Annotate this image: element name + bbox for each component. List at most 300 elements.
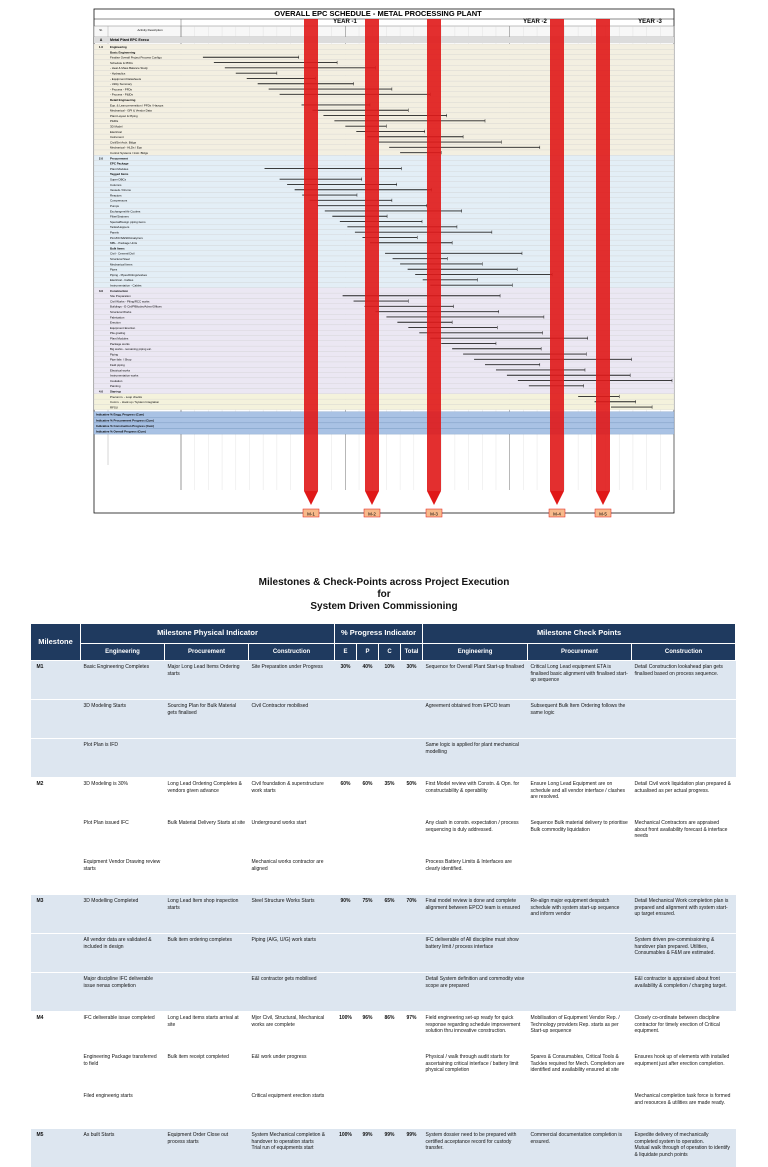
procurement-indicator: [165, 1090, 249, 1129]
activity-label: Schedule & PFDs: [110, 61, 133, 65]
activity-label: Eqs. & Lean perversition / PFDs / Hazops: [110, 103, 164, 107]
pct-procurement: [357, 1051, 379, 1090]
pct-construction: 99%: [379, 1129, 401, 1167]
activity-label: Field piping: [110, 363, 125, 367]
checkpoint-engineering: Agreement obtained from EPCO team: [423, 700, 528, 739]
activity-label: Filter/Strainers: [110, 215, 129, 219]
activity-label: Pipes: [110, 268, 118, 272]
construction-indicator: Civil Contractor mobilised: [249, 700, 335, 739]
activity-label: - Utility Summary: [110, 82, 133, 86]
milestone-id: M4: [31, 1012, 81, 1051]
section-a-code: A: [100, 38, 103, 42]
procurement-indicator: Major Long Lead Items Ordering starts: [165, 661, 249, 700]
activity-row: [94, 330, 674, 335]
activity-label: RFSU: [110, 405, 118, 409]
activity-row: [94, 314, 674, 319]
milestone-tag: M-1: [307, 512, 315, 517]
pct-engineering: [335, 973, 357, 1012]
epc-gantt-chart: [0, 0, 768, 530]
milestone-id: M1: [31, 661, 81, 700]
milestone-id: [31, 973, 81, 1012]
activity-label: Civil - Cement/Civil: [110, 252, 135, 256]
year-label-1: YEAR -1: [333, 19, 357, 25]
activity-label: - Process - P&IDs: [110, 93, 134, 97]
pct-total: [401, 934, 423, 973]
engineering-indicator: As built Starts: [81, 1129, 165, 1167]
activity-row: [94, 44, 674, 49]
activity-row: [94, 267, 674, 272]
checkpoint-construction: Mechanical Contractors are appraised about front availability forecast & interface needs: [632, 817, 736, 856]
activity-label: Equipment Erection: [110, 326, 136, 330]
construction-indicator: E&I work under progress: [249, 1051, 335, 1090]
activity-label: Reactors: [110, 193, 122, 197]
milestone-row: [31, 1012, 736, 1051]
activity-label: Bulk Items: [110, 246, 125, 250]
activity-row: [94, 404, 674, 409]
pct-total: [401, 700, 423, 739]
activity-row: [94, 71, 674, 76]
milestone-row: [31, 739, 736, 778]
activity-label: Package works: [110, 342, 130, 346]
activity-row: [94, 362, 674, 367]
activity-row: [94, 325, 674, 330]
pct-construction: [379, 817, 401, 856]
activity-label: Buildings - E-Ctrl/PlBlocks/Admn/Offices: [110, 305, 162, 309]
activity-row: [94, 367, 674, 372]
activity-row: [94, 76, 674, 81]
engineering-indicator: IFC deliverable issue completed: [81, 1012, 165, 1051]
pct-construction: [379, 856, 401, 895]
milestone-row: [31, 973, 736, 1012]
th-physical-indicator: Milestone Physical Indicator: [81, 624, 335, 644]
pct-construction: [379, 973, 401, 1012]
th-engineering: Engineering: [81, 644, 165, 661]
activity-row: [94, 171, 674, 176]
th-e: E: [335, 644, 357, 661]
checkpoint-procurement: Ensure Long Lead Equipment are on schedule and all vendor interface / clashes are resolved.: [528, 778, 632, 817]
checkpoint-construction: [632, 856, 736, 895]
activity-label: Structural Works: [110, 310, 132, 314]
pct-total: 30%: [401, 661, 423, 700]
activity-label: Vessels / Drums: [110, 188, 131, 192]
th-cp-procurement: Procurement: [528, 644, 632, 661]
construction-indicator: Piping (A/G, U/G) work starts: [249, 934, 335, 973]
checkpoint-engineering: Process Battery Limits & Interfaces are clearly identified.: [423, 856, 528, 895]
pct-engineering: 90%: [335, 895, 357, 934]
activity-label: Super DBCs: [110, 178, 127, 182]
construction-indicator: System Mechanical completion & handover to operation starts Trial run of equipments start: [249, 1129, 335, 1167]
engineering-indicator: Engineering Package transferred to field: [81, 1051, 165, 1090]
progress-summary-row: [94, 412, 674, 418]
milestone-row: [31, 778, 736, 817]
pct-procurement: 40%: [357, 661, 379, 700]
milestones-heading-line2: for: [0, 589, 768, 600]
checkpoint-engineering: Final model review is done and complete alignment between EPCO team is ensured: [423, 895, 528, 934]
milestone-row: [31, 1090, 736, 1129]
activity-label: Procurement: [110, 156, 128, 160]
milestone-id: [31, 934, 81, 973]
milestone-id: [31, 1051, 81, 1090]
checkpoint-procurement: Critical Long Lead equipment ETA is finalised basic alignment with finalised start-up sequence: [528, 661, 632, 700]
checkpoint-construction: Expedite delivery of mechanically completed system to operation. Mutual walk through of operation to identify & liquidate punch points: [632, 1129, 736, 1167]
milestone-tag: M-5: [599, 512, 607, 517]
milestone-id: [31, 856, 81, 895]
activity-row: [94, 272, 674, 277]
checkpoint-procurement: [528, 934, 632, 973]
activity-row: [94, 97, 674, 102]
activity-row: [94, 320, 674, 325]
activity-label: 3D Model: [110, 125, 123, 129]
pct-engineering: [335, 856, 357, 895]
activity-label: Plant Modules: [110, 337, 129, 341]
milestones-table: [30, 623, 736, 1167]
engineering-indicator: Basic Engineering Completes: [81, 661, 165, 700]
pct-total: 70%: [401, 895, 423, 934]
checkpoint-construction: [632, 700, 736, 739]
pct-construction: 86%: [379, 1012, 401, 1051]
activity-label: Tagged Items: [110, 172, 129, 176]
activity-label: Insulation: [110, 379, 123, 383]
pct-procurement: [357, 700, 379, 739]
th-cp-engineering: Engineering: [423, 644, 528, 661]
pct-procurement: [357, 856, 379, 895]
pct-construction: 35%: [379, 778, 401, 817]
procurement-indicator: Bulk item ordering completes: [165, 934, 249, 973]
pct-total: 99%: [401, 1129, 423, 1167]
checkpoint-procurement: [528, 973, 632, 1012]
activity-label: Big works - remaining piping etc.: [110, 347, 152, 351]
activity-label: Exchangers/Air Coolers: [110, 209, 141, 213]
activity-row: [94, 49, 674, 54]
pct-total: [401, 1090, 423, 1129]
activity-label: P&IDs: [110, 119, 119, 123]
pct-engineering: 60%: [335, 778, 357, 817]
activity-number: 4.0: [99, 390, 104, 394]
procurement-indicator: Bulk Material Delivery Starts at site: [165, 817, 249, 856]
milestone-id: [31, 1090, 81, 1129]
activity-row: [94, 60, 674, 65]
activity-row: [94, 351, 674, 356]
procurement-indicator: [165, 973, 249, 1012]
pct-construction: 65%: [379, 895, 401, 934]
pct-engineering: 30%: [335, 661, 357, 700]
milestone-id: M5: [31, 1129, 81, 1167]
pct-procurement: 99%: [357, 1129, 379, 1167]
milestone-row: [31, 895, 736, 934]
construction-indicator: Mechanical works contractor are aligned: [249, 856, 335, 895]
milestone-column: [550, 19, 564, 491]
activity-row: [94, 261, 674, 266]
section-a-band: [94, 37, 674, 43]
milestone-column: [427, 19, 441, 491]
year-label-3: YEAR -3: [638, 19, 662, 25]
milestone-row: [31, 1051, 736, 1090]
pct-total: [401, 817, 423, 856]
procurement-indicator: [165, 739, 249, 778]
checkpoint-procurement: Spares & Consumables, Critical Tools & Tackles required for Mech. Completion are identified and availability ensured at site: [528, 1051, 632, 1090]
activity-label: MBL - Package Units: [110, 241, 138, 245]
milestones-heading-line1: Milestones & Check-Points across Project Execution: [0, 577, 768, 588]
milestone-row: [31, 856, 736, 895]
milestone-row: [31, 817, 736, 856]
activity-label: Instrumentation works: [110, 374, 139, 378]
activity-label: Plant Layout & Piping: [110, 114, 138, 118]
checkpoint-construction: Detail Construction lookahead plan gets finalised based on process sequence.: [632, 661, 736, 700]
checkpoint-construction: E&I contractor is appraised about front availability & completion / charging target.: [632, 973, 736, 1012]
activity-label: Painting: [110, 384, 121, 388]
construction-indicator: Mjor Civil, Structural, Mechanical works are complete: [249, 1012, 335, 1051]
checkpoint-procurement: Subsequent Bulk Item Ordering follows the same logic: [528, 700, 632, 739]
pct-procurement: [357, 739, 379, 778]
activity-row: [94, 55, 674, 60]
milestone-id: M2: [31, 778, 81, 817]
checkpoint-construction: [632, 739, 736, 778]
procurement-indicator: Bulk item receipt completed: [165, 1051, 249, 1090]
pct-construction: 10%: [379, 661, 401, 700]
activity-label: Piping: [110, 352, 118, 356]
activity-row: [94, 81, 674, 86]
activity-label: Basic Engineering: [110, 50, 135, 54]
procurement-indicator: [165, 856, 249, 895]
activity-row: [94, 346, 674, 351]
construction-indicator: Site Preparation under Progress: [249, 661, 335, 700]
milestone-id: [31, 817, 81, 856]
engineering-indicator: All vendor data are validated & included in design: [81, 934, 165, 973]
activity-row: [94, 383, 674, 388]
milestone-row: [31, 661, 736, 700]
activity-label: - Process - PFDs: [110, 87, 133, 91]
pct-procurement: [357, 817, 379, 856]
procurement-indicator: Long Lead items starts arrival at site: [165, 1012, 249, 1051]
th-construction: Construction: [249, 644, 335, 661]
progress-summary-label: Indicative % Construction Progress (Cum): [96, 424, 154, 428]
engineering-indicator: 3D Modeling Starts: [81, 700, 165, 739]
pct-procurement: [357, 973, 379, 1012]
procurement-indicator: Long Lead Ordering Completes & vendors given advance: [165, 778, 249, 817]
milestone-column: [365, 19, 379, 491]
pct-total: [401, 856, 423, 895]
activity-label: Special/Design piping items: [110, 220, 146, 224]
activity-row: [94, 277, 674, 282]
pct-procurement: [357, 934, 379, 973]
activity-row: [94, 150, 674, 155]
pct-total: 50%: [401, 778, 423, 817]
activity-row: [94, 192, 674, 197]
activity-label: Instrumentation - Cables: [110, 284, 142, 288]
checkpoint-procurement: Re-align major equipment despatch schedule with system start-up sequence and inform vendor: [528, 895, 632, 934]
section-a-label: Metal Plant EPC Execu: [110, 38, 149, 42]
col-header-activity: Activity Description: [137, 28, 163, 32]
activity-row: [94, 288, 674, 293]
milestone-id: [31, 700, 81, 739]
checkpoint-procurement: [528, 739, 632, 778]
activity-number: 1.0: [99, 45, 104, 49]
milestone-id: [31, 739, 81, 778]
activity-label: - Heat & Mass Balance Study: [110, 66, 148, 70]
activity-label: Pumps: [110, 204, 120, 208]
activity-label: Civil/Stri Arch. Bldgs: [110, 140, 137, 144]
pct-engineering: 100%: [335, 1129, 357, 1167]
engineering-indicator: Equipment Vendor Drawing review starts: [81, 856, 165, 895]
checkpoint-construction: Detail Civil work liquidation plan prepared & actualised as per actual progress.: [632, 778, 736, 817]
activity-label: Pipe fabr. / Shop: [110, 358, 132, 362]
th-p: P: [357, 644, 379, 661]
engineering-indicator: Filed engineerig starts: [81, 1090, 165, 1129]
engineering-indicator: Plot Plan is IFD: [81, 739, 165, 778]
activity-label: Control Systems / Instr. Bldgs: [110, 151, 148, 155]
pct-procurement: [357, 1090, 379, 1129]
activity-row: [94, 245, 674, 250]
construction-indicator: Steel Structure Works Starts: [249, 895, 335, 934]
progress-summary-row: [94, 429, 674, 435]
activity-label: Finalise Overall Project Process Configu: [110, 56, 162, 60]
activity-row: [94, 65, 674, 70]
pct-procurement: 60%: [357, 778, 379, 817]
milestone-tag: M-3: [430, 512, 438, 517]
milestone-row: [31, 1129, 736, 1167]
gantt-title: OVERALL EPC SCHEDULE - METAL PROCESSING PLANT: [274, 9, 482, 18]
activity-row: [94, 256, 674, 261]
activity-label: Precomm. - Loop checks: [110, 395, 143, 399]
pct-construction: [379, 1090, 401, 1129]
activity-label: Electrical - Cables: [110, 278, 134, 282]
activity-row: [94, 251, 674, 256]
pct-construction: [379, 739, 401, 778]
activity-row: [94, 102, 674, 107]
progress-summary-row: [94, 423, 674, 429]
checkpoint-engineering: Sequence for Overall Plant Start-up finalised: [423, 661, 528, 700]
activity-label: Civil Works - Piling/RCC works: [110, 299, 150, 303]
construction-indicator: Underground works start: [249, 817, 335, 856]
activity-label: Piping - Pipes/Fittings/valves: [110, 273, 148, 277]
activity-label: Mechanical - HLDs / Eqs: [110, 146, 142, 150]
activity-label: Comm. - Hook up / System Integration: [110, 400, 160, 404]
milestone-id: M3: [31, 895, 81, 934]
engineering-indicator: 3D Modelling Completed: [81, 895, 165, 934]
checkpoint-engineering: First Model review with Constn. & Opn. for constructability & operability: [423, 778, 528, 817]
checkpoint-construction: Ensures hook up of elements with installed equipment just after erection completion.: [632, 1051, 736, 1090]
pct-engineering: [335, 934, 357, 973]
construction-indicator: Civil foundation & superstructure work starts: [249, 778, 335, 817]
checkpoint-engineering: [423, 1090, 528, 1129]
activity-label: Panels: [110, 231, 119, 235]
pct-engineering: [335, 1051, 357, 1090]
activity-row: [94, 161, 674, 166]
procurement-indicator: Sourcing Plan for Bulk Material gets finalised: [165, 700, 249, 739]
milestone-tag: M-2: [368, 512, 376, 517]
milestone-row: [31, 934, 736, 973]
pct-procurement: 96%: [357, 1012, 379, 1051]
activity-label: Engineering: [110, 45, 127, 49]
checkpoint-construction: Closely co-ordinate between discipline contractor for timely erection of Critical equipment.: [632, 1012, 736, 1051]
checkpoint-engineering: Detail System definition and commodity wise scope are prepared: [423, 973, 528, 1012]
activity-label: Pile grading: [110, 331, 126, 335]
activity-label: PLC/DCS/ESD/Analyzers: [110, 236, 143, 240]
milestone-column: [596, 19, 610, 491]
progress-summary-label: Indicative % Engg. Progress (Cum): [96, 413, 144, 417]
checkpoint-procurement: Commercial documentation completion is ensured.: [528, 1129, 632, 1167]
pct-total: 97%: [401, 1012, 423, 1051]
checkpoint-procurement: Sequence Bulk material delivery to prioritise Bulk commodity liquidation: [528, 817, 632, 856]
activity-label: Electrical works: [110, 368, 131, 372]
checkpoint-procurement: [528, 1090, 632, 1129]
checkpoint-procurement: [528, 856, 632, 895]
checkpoint-engineering: Any clash in constn. expectation / process sequencing is duly addressed.: [423, 817, 528, 856]
pct-procurement: 75%: [357, 895, 379, 934]
milestone-row: [31, 700, 736, 739]
pct-total: [401, 1051, 423, 1090]
activity-label: Detail Engineering: [110, 98, 136, 102]
pct-construction: [379, 1051, 401, 1090]
th-cp-construction: Construction: [632, 644, 736, 661]
milestone-column: [304, 19, 318, 491]
activity-label: Site Preparation: [110, 294, 131, 298]
pct-total: [401, 973, 423, 1012]
checkpoint-engineering: IFC deliverable of All discipline must show battery limit / process interface: [423, 934, 528, 973]
activity-label: Compressors: [110, 199, 128, 203]
progress-summary-row: [94, 417, 674, 423]
pct-total: [401, 739, 423, 778]
activity-row: [94, 145, 674, 150]
checkpoint-construction: Mechanical completion task force is formed and resources & utilities are made ready.: [632, 1090, 736, 1129]
activity-label: Mechanical Items: [110, 262, 133, 266]
pct-engineering: 100%: [335, 1012, 357, 1051]
col-header-sl: Sl.: [99, 28, 103, 32]
procurement-indicator: Equipment Order Close out process starts: [165, 1129, 249, 1167]
engineering-indicator: Major discipline IFC deliverable issue nenas completion: [81, 973, 165, 1012]
construction-indicator: [249, 739, 335, 778]
activity-row: [94, 177, 674, 182]
activity-label: Structural Steel: [110, 257, 130, 261]
pct-construction: [379, 700, 401, 739]
checkpoint-procurement: Mobilisation of Equipment Vendor Rep. / Technology providers Rep. starts as per Start-up sequence: [528, 1012, 632, 1051]
procurement-indicator: Long Lead Item shop inspection starts: [165, 895, 249, 934]
pct-construction: [379, 934, 401, 973]
activity-row: [94, 399, 674, 404]
activity-label: Fabrication: [110, 315, 125, 319]
th-procurement: Procurement: [165, 644, 249, 661]
th-check-points: Milestone Check Points: [423, 624, 736, 644]
activity-row: [94, 155, 674, 160]
activity-number: 2.0: [99, 156, 104, 160]
checkpoint-engineering: Field engineering set-up ready for quick response regarding schedule improvement solution thru innovative construction.: [423, 1012, 528, 1051]
activity-label: Start-up: [110, 390, 121, 394]
activity-label: Electrical: [110, 130, 122, 134]
pct-engineering: [335, 700, 357, 739]
engineering-indicator: Plot Plan issued IFC: [81, 817, 165, 856]
milestone-tag: M-4: [553, 512, 561, 517]
activity-row: [94, 389, 674, 394]
progress-summary-label: Indicative % Procurement Progress (Cum): [96, 418, 154, 422]
th-total: Total: [401, 644, 423, 661]
progress-summary-label: Indicative % Overall Progress (Cum): [96, 430, 146, 434]
pct-engineering: [335, 817, 357, 856]
activity-label: Columns: [110, 183, 122, 187]
activity-label: Mechanical - GPI & Vendor Data: [110, 109, 152, 113]
activity-label: Plant Modules: [110, 167, 129, 171]
engineering-indicator: 3D Modeling is 30%: [81, 778, 165, 817]
activity-label: - Equipment Datasheets: [110, 77, 142, 81]
activity-label: Tanks/Hoppers: [110, 225, 130, 229]
construction-indicator: E&I contractor gets mobilised: [249, 973, 335, 1012]
activity-label: - Hydraulics: [110, 72, 126, 76]
activity-label: Construction: [110, 289, 128, 293]
checkpoint-engineering: Physical / walk through audit starts for ascertaining critical interface / battery limit physical completion: [423, 1051, 528, 1090]
activity-number: 3.0: [99, 289, 104, 293]
construction-indicator: Critical equipment erection starts: [249, 1090, 335, 1129]
activity-label: Instrument: [110, 135, 124, 139]
milestones-heading-line3: System Driven Commissioning: [0, 601, 768, 612]
